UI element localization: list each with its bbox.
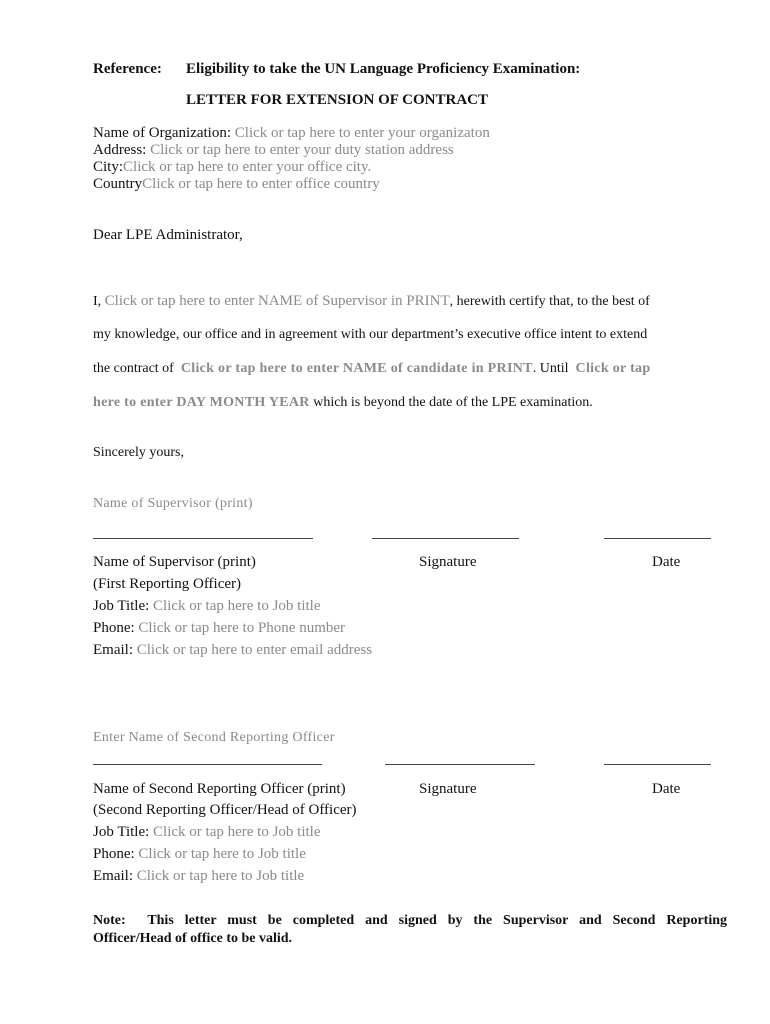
supervisor-print-name-field[interactable]: Click or tap here to enter NAME of Supervisor in PRINT	[104, 293, 450, 309]
supervisor-name-line	[93, 538, 313, 539]
body-line-4	[93, 395, 593, 411]
supervisor-phone-field[interactable]: Click or tap here to Phone number	[138, 620, 346, 636]
country-label: Country	[93, 176, 143, 192]
supervisor-email-field[interactable]: Click or tap here to enter email address	[136, 642, 373, 658]
reference-label: Reference:	[93, 61, 162, 77]
supervisor-job-field[interactable]: Click or tap here to Job title	[153, 598, 321, 614]
second-officer-role: (Second Reporting Officer/Head of Officer)	[93, 802, 357, 818]
note-line-1	[93, 913, 727, 929]
second-officer-email-row	[93, 868, 304, 885]
supervisor-phone-row	[93, 620, 345, 637]
supervisor-email-row	[93, 642, 372, 659]
supervisor-date-line	[604, 538, 711, 539]
reference-title: Eligibility to take the UN Language Proficiency Examination:	[186, 61, 581, 77]
body-l4-end: which is beyond the date of the LPE examination.	[313, 395, 593, 410]
body-l3-mid: . Until	[532, 361, 569, 376]
second-officer-name-field[interactable]: Enter Name of Second Reporting Officer	[93, 730, 335, 745]
country-field[interactable]: Click or tap here to enter office country	[142, 176, 380, 192]
second-officer-phone-label: Phone:	[93, 846, 135, 862]
second-officer-date-line	[604, 764, 711, 765]
city-label: City:	[93, 159, 124, 175]
second-officer-name-caption: Name of Second Reporting Officer (print)	[93, 781, 346, 797]
body-line-3	[93, 361, 650, 377]
second-officer-email-label: Email:	[93, 868, 133, 884]
supervisor-email-label: Email:	[93, 642, 133, 658]
date-field-start[interactable]: Click or tap	[575, 361, 651, 376]
body-line-2: my knowledge, our office and in agreement with our department’s executive office intent to extend	[93, 327, 648, 342]
second-officer-name-line	[93, 764, 322, 765]
supervisor-name-field[interactable]: Name of Supervisor (print)	[93, 496, 253, 511]
note-label: Note:	[93, 913, 126, 928]
address-field[interactable]: Click or tap here to enter your duty station address	[150, 142, 454, 158]
supervisor-role: (First Reporting Officer)	[93, 576, 242, 592]
address-row	[93, 142, 454, 159]
supervisor-job-row	[93, 598, 321, 615]
country-row	[93, 176, 380, 193]
supervisor-job-label: Job Title:	[93, 598, 150, 614]
address-label: Address:	[93, 142, 147, 158]
org-name-field[interactable]: Click or tap here to enter your organizaton	[234, 125, 490, 141]
org-name-row	[93, 125, 490, 142]
body-l1-end: , herewith certify that, to the best of	[449, 294, 650, 309]
supervisor-name-caption: Name of Supervisor (print)	[93, 554, 256, 570]
body-l3-start: the contract of	[93, 361, 174, 376]
city-field[interactable]: Click or tap here to enter your office city.	[123, 159, 372, 175]
letter-title: LETTER FOR EXTENSION OF CONTRACT	[186, 92, 488, 108]
note-line-2: Officer/Head of office to be valid.	[93, 931, 293, 946]
second-officer-phone-row	[93, 846, 306, 863]
supervisor-date-caption: Date	[652, 554, 681, 570]
salutation: Dear LPE Administrator,	[93, 227, 243, 243]
date-field-end[interactable]: here to enter DAY MONTH YEAR	[93, 395, 310, 410]
city-row	[93, 159, 371, 176]
org-name-label: Name of Organization:	[93, 125, 232, 141]
candidate-name-field[interactable]: Click or tap here to enter NAME of candidate in PRINT	[180, 361, 533, 376]
body-l1-start: I,	[93, 294, 102, 309]
body-line-1	[93, 293, 650, 310]
supervisor-phone-label: Phone:	[93, 620, 135, 636]
second-officer-phone-field[interactable]: Click or tap here to Job title	[138, 846, 306, 862]
second-officer-job-field[interactable]: Click or tap here to Job title	[153, 824, 321, 840]
second-officer-signature-caption: Signature	[419, 781, 477, 797]
second-officer-date-caption: Date	[652, 781, 681, 797]
closing: Sincerely yours,	[93, 445, 184, 460]
second-officer-signature-line	[385, 764, 535, 765]
supervisor-signature-caption: Signature	[419, 554, 477, 570]
note-text-1: This letter must be completed and signed by the Supervisor and Second Reporting	[147, 913, 727, 928]
second-officer-email-field[interactable]: Click or tap here to Job title	[136, 868, 305, 884]
second-officer-job-label: Job Title:	[93, 824, 150, 840]
second-officer-job-row	[93, 824, 321, 841]
supervisor-signature-line	[372, 538, 519, 539]
